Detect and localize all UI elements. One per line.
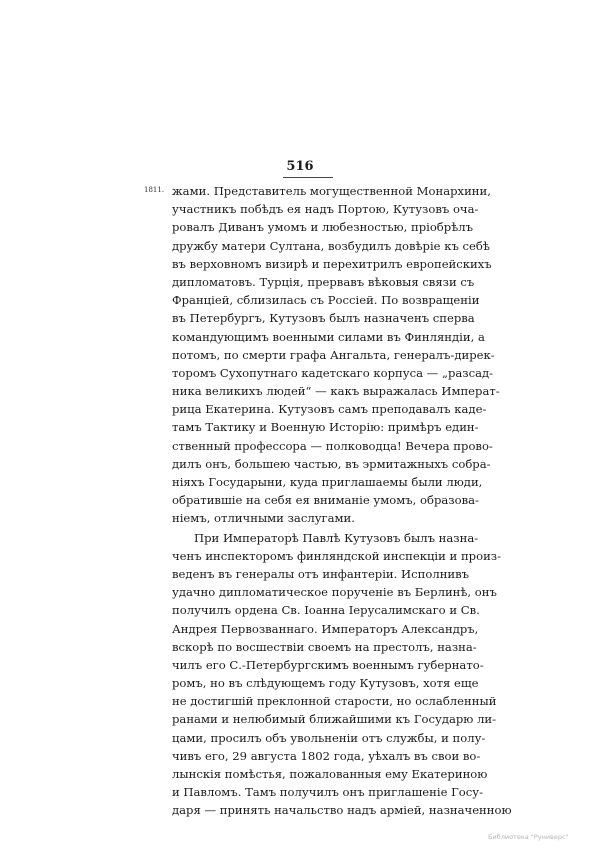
text-line: ранами и нелюбимый ближайшими къ Государю ли-	[172, 712, 497, 727]
page-number: 516	[286, 159, 314, 174]
text-line: лынскія помѣстья, пожалованныя ему Екатериною	[172, 767, 488, 781]
text-line: обратившіе на себя ея вниманіе умомъ, образова-	[172, 493, 479, 508]
text-line: вскорѣ по восшествіи своемъ на престолъ, назна-	[172, 639, 477, 654]
text-line: и Павломъ. Тамъ получилъ онъ приглашеніе Госу-	[172, 785, 484, 800]
text-line: Франціей, сблизилась съ Россіей. По возвращеніи	[172, 293, 480, 308]
text-line: дружбу матери Султана, возбудилъ довѣріе къ себѣ	[172, 238, 490, 253]
text-line: командующимъ военными силами въ Финляндіи, а	[172, 329, 485, 344]
text-line: рица Екатерина. Кутузовъ самъ преподавалъ каде-	[172, 402, 487, 417]
text-line: получилъ ордена Св. Іоанна Іерусалимскаго и Св.	[172, 603, 480, 618]
text-line: чилъ его С.-Петербургскимъ военнымъ губернато-	[172, 657, 484, 672]
text-line: веденъ въ генералы отъ инфантеріи. Исполнивъ	[172, 566, 470, 581]
margin-year-note: 1811.	[144, 186, 165, 194]
text-line: въ Петербургъ, Кутузовъ былъ назначенъ сперва	[172, 311, 475, 326]
text-line: участникъ побѣдъ ея надъ Портою, Кутузовъ оча-	[172, 202, 479, 217]
paragraph-2	[172, 529, 512, 820]
paragraph-1	[172, 182, 500, 528]
body-text	[172, 182, 512, 820]
text-line: не достигшій преклонной старости, но ослабленный	[172, 694, 497, 709]
text-line: удачно дипломатическое порученіе въ Берлинѣ, онъ	[172, 585, 497, 600]
text-line: ровалъ Диванъ умомъ и любезностью, пріобрѣлъ	[172, 220, 473, 235]
text-line: торомъ Сухопутнаго кадетскаго корпуса — „разсад-	[172, 365, 494, 380]
text-line: дилъ онъ, большею частью, въ эрмитажныхъ собра-	[172, 456, 491, 471]
text-line: дипломатовъ. Турція, прервавъ вѣковыя связи съ	[172, 274, 475, 289]
page-number-rule	[283, 177, 333, 178]
text-line: ромъ, но въ слѣдующемъ году Кутузовъ, хотя еще	[172, 676, 479, 691]
text-line: потомъ, по смерти графа Ангальта, генералъ-дирек-	[172, 347, 495, 362]
text-line: тамъ Тактику и Военную Исторію: примѣръ един-	[172, 420, 479, 435]
text-line: цами, просилъ объ увольненіи отъ службы, и полу-	[172, 730, 486, 745]
text-line: ственный профессора — полководца! Вечера прово-	[172, 438, 493, 453]
text-line: жами. Представитель могущественной Монархини,	[172, 184, 491, 198]
text-line: ніемъ, отличными заслугами.	[172, 511, 355, 526]
text-line: даря — принять начальство надъ арміей, назначенною	[172, 803, 512, 818]
library-watermark: Библиотека "Руниверс"	[488, 833, 569, 841]
text-line: чивъ его, 29 августа 1802 года, уѣхалъ въ свои во-	[172, 748, 481, 763]
text-line: ченъ инспекторомъ финляндской инспекціи и произ-	[172, 548, 502, 563]
text-line: При Императорѣ Павлѣ Кутузовъ былъ назна-	[194, 530, 479, 545]
text-line: въ верховномъ визирѣ и перехитрилъ европейскихъ	[172, 256, 492, 271]
text-line: Андрея Первозваннаго. Императоръ Александръ,	[172, 621, 479, 636]
text-line: ника великихъ людей“ — какъ выражалась Императ-	[172, 384, 500, 399]
text-line: ніяхъ Государыни, куда приглашаемы были люди,	[172, 475, 483, 489]
